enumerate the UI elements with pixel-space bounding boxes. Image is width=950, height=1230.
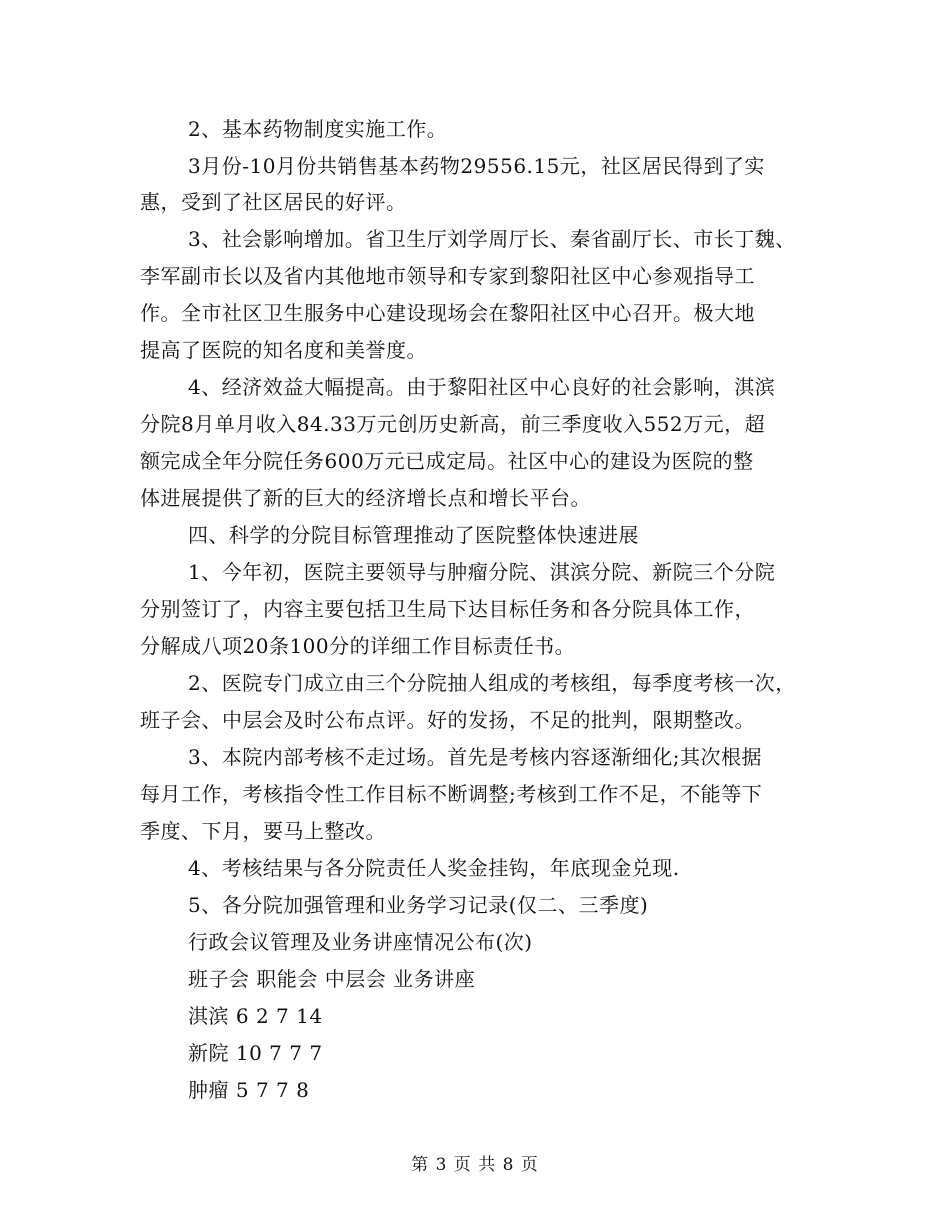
text-line: 1、今年初，医院主要领导与肿瘤分院、淇滨分院、新院三个分院: [188, 560, 776, 584]
text-line: 2、基本药物制度实施工作。: [188, 117, 448, 141]
text-line: 惠，受到了社区居民的好评。: [140, 190, 407, 214]
table-caption: 行政会议管理及业务讲座情况公布(次): [188, 930, 533, 954]
text-line: 分别签订了，内容主要包括卫生局下达目标任务和各分院具体工作，: [140, 597, 755, 621]
text-line: 3、本院内部考核不走过场。首先是考核内容逐渐细化;其次根据: [188, 745, 762, 769]
table-row: 淇滨 6 2 7 14: [188, 1004, 323, 1028]
text-line: 5、各分院加强管理和业务学习记录(仅二、三季度): [188, 893, 649, 917]
text-line: 提高了医院的知名度和美誉度。: [140, 338, 427, 362]
text-line: 4、考核结果与各分院责任人奖金挂钩，年底现金兑现.: [188, 856, 680, 880]
text-line: 分院8月单月收入84.33万元创历史新高，前三季度收入552万元，超: [140, 412, 766, 436]
table-row: 新院 10 7 7 7: [188, 1041, 323, 1065]
text-line: 3、社会影响增加。省卫生厅刘学周厅长、秦省副厅长、市长丁魏、: [188, 227, 796, 251]
text-line: 李军副市长以及省内其他地市领导和专家到黎阳社区中心参观指导工: [140, 264, 755, 288]
section-heading: 四、科学的分院目标管理推动了医院整体快速进展: [188, 523, 639, 547]
text-line: 班子会、中层会及时公布点评。好的发扬，不足的批判，限期整改。: [140, 708, 755, 732]
text-line: 3月份-10月份共销售基本药物29556.15元，社区居民得到了实: [188, 154, 765, 178]
text-line: 体进展提供了新的巨大的经济增长点和增长平台。: [140, 486, 591, 510]
text-line: 季度、下月，要马上整改。: [140, 819, 386, 843]
text-line: 4、经济效益大幅提高。由于黎阳社区中心良好的社会影响，淇滨: [188, 375, 776, 399]
text-line: 额完成全年分院任务600万元已成定局。社区中心的建设为医院的整: [140, 449, 754, 473]
text-line: 每月工作，考核指令性工作目标不断调整;考核到工作不足，不能等下: [140, 782, 763, 806]
text-line: 2、医院专门成立由三个分院抽人组成的考核组，每季度考核一次，: [188, 671, 796, 695]
table-row: 肿瘤 5 7 7 8: [188, 1078, 310, 1102]
text-line: 作。全市社区卫生服务中心建设现场会在黎阳社区中心召开。极大地: [140, 301, 755, 325]
text-line: 分解成八项20条100分的详细工作目标责任书。: [140, 634, 576, 658]
table-header-row: 班子会 职能会 中层会 业务讲座: [188, 967, 476, 991]
page-number: 第 3 页 共 8 页: [411, 1155, 539, 1175]
